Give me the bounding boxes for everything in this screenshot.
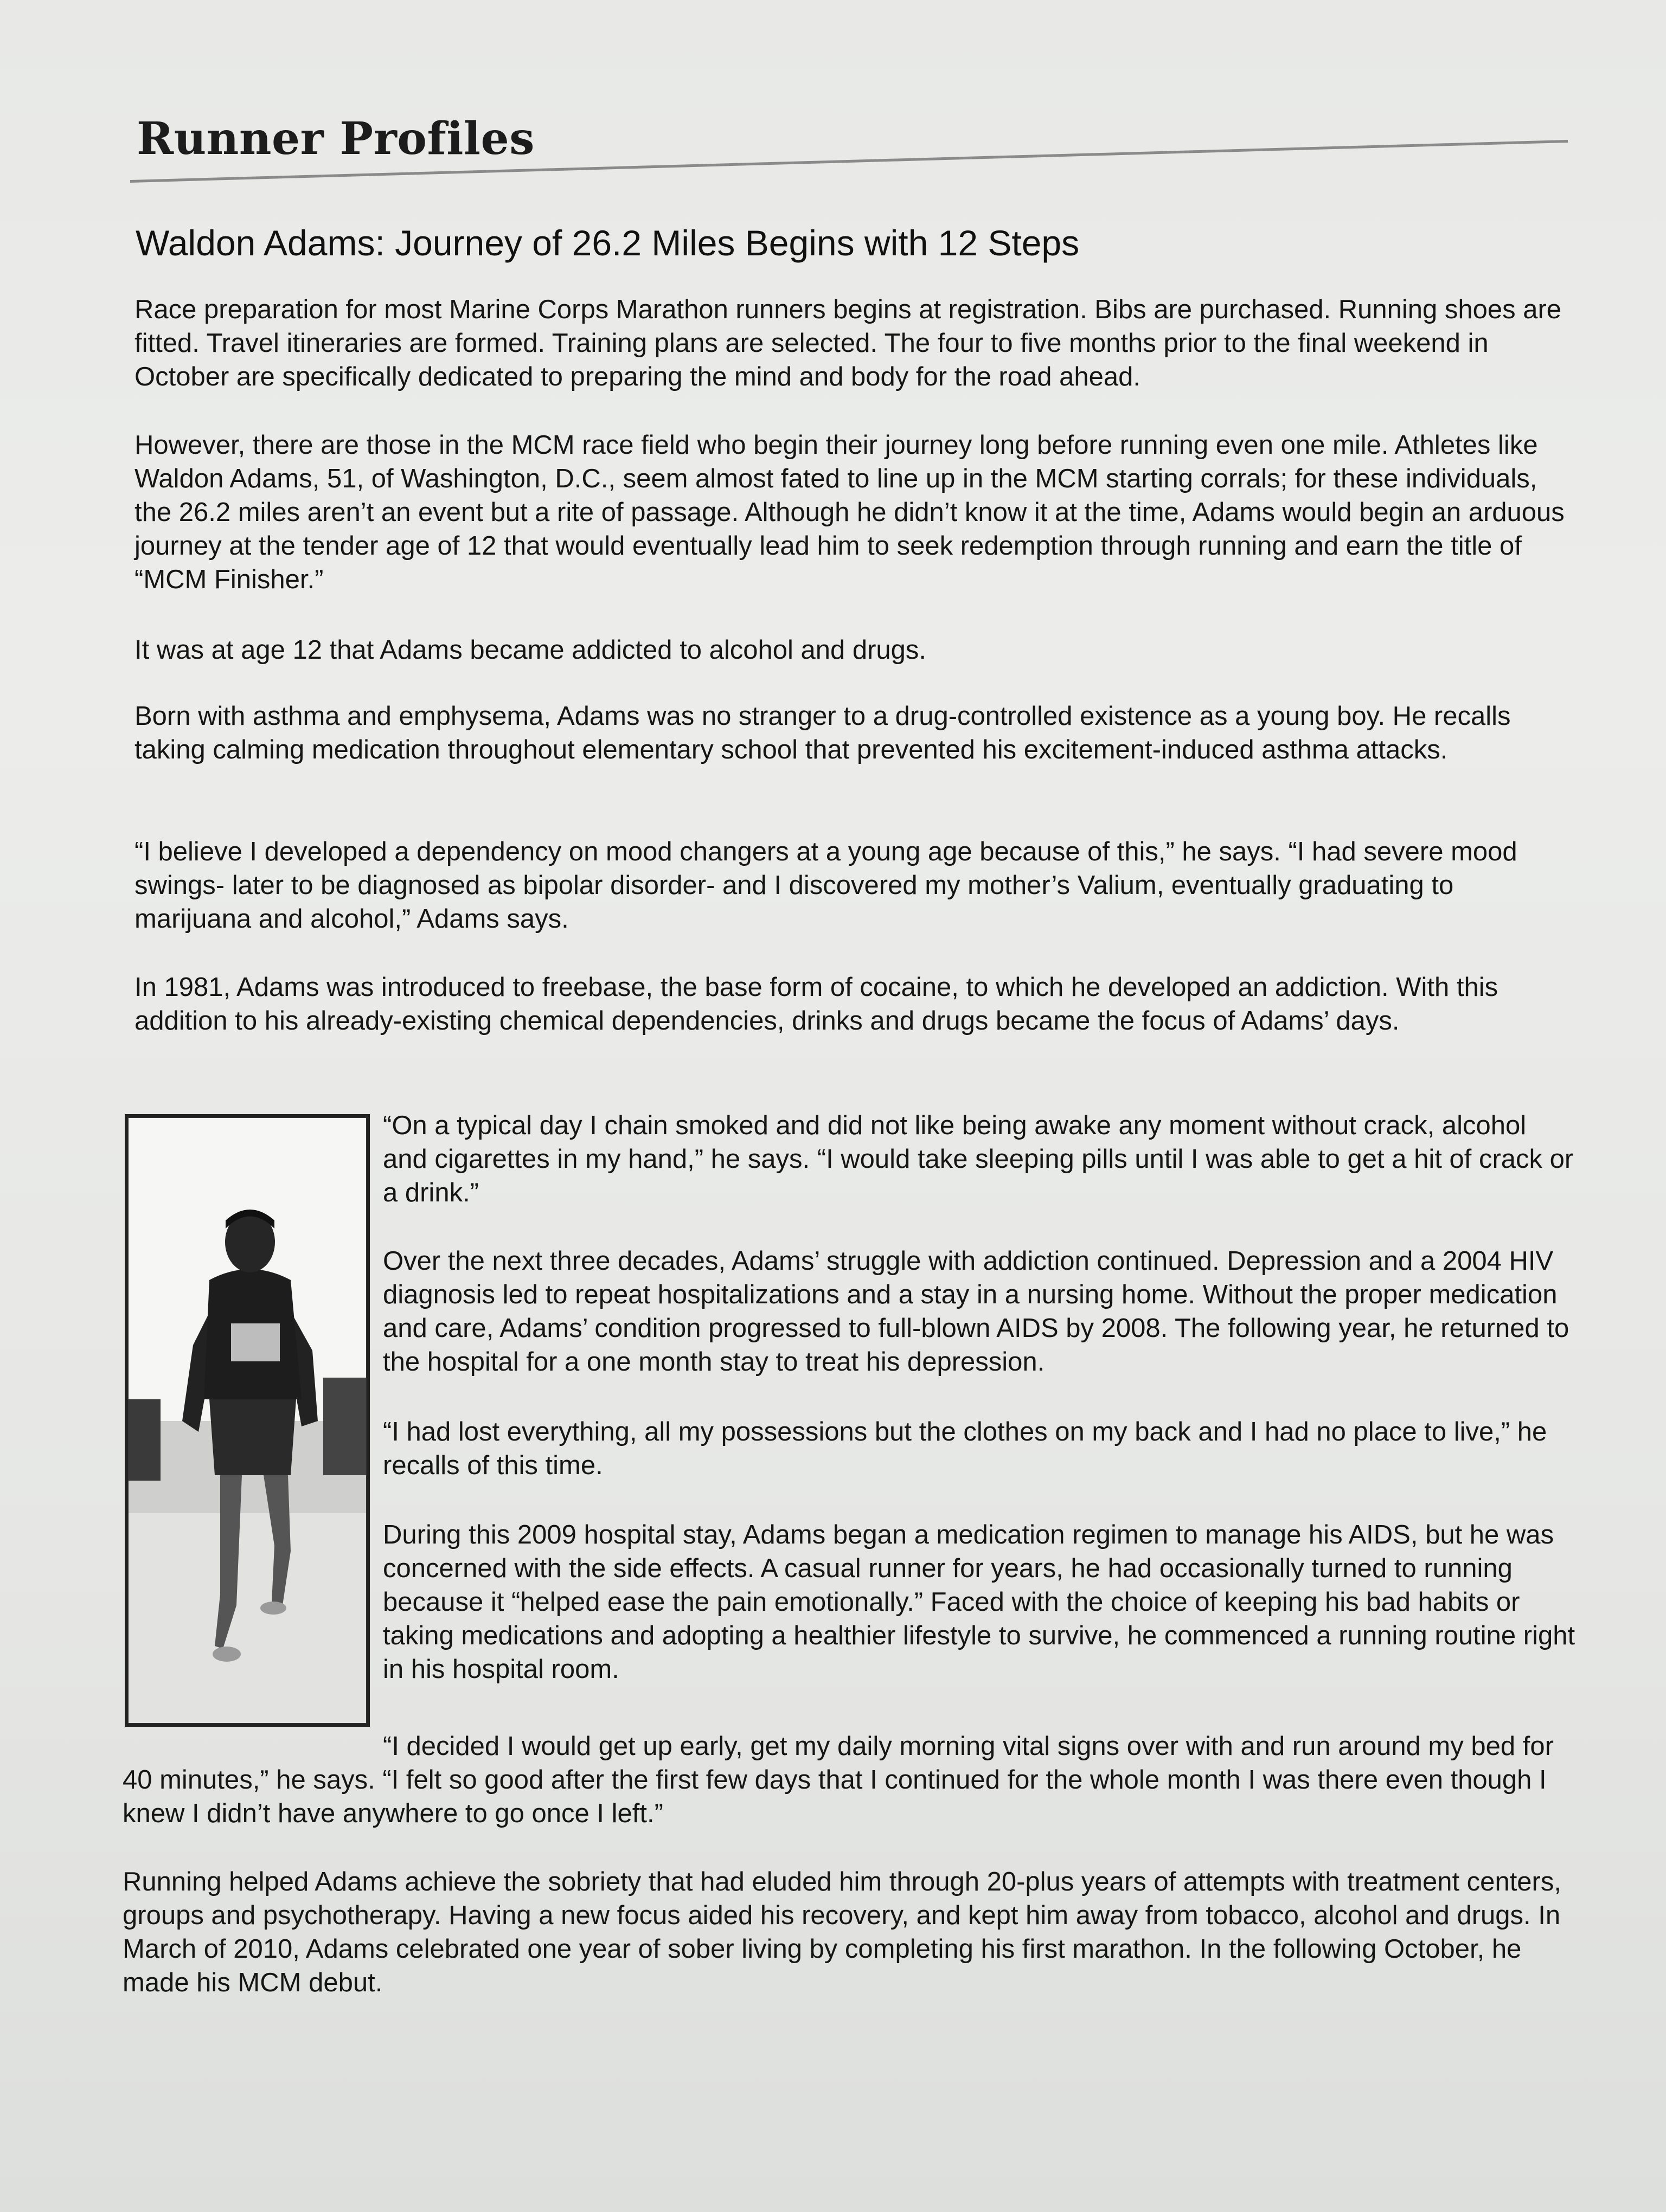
runner-photo — [125, 1114, 370, 1727]
paragraph-10: During this 2009 hospital stay, Adams began a medication regimen to manage his AIDS, but he was concerned with the side effects. A casual runner for years, he had occasionally turned to running because it “helped ease the pain emotionally.” Faced with the choice of keeping his bad habits or taking medications and adopting a healthier lifestyle to survive, he commenced a running routine right in his hospital room. — [383, 1520, 1575, 1684]
paragraph-5: “I believe I developed a dependency on mood changers at a young age because of this,” he says. “I had severe mood swings- later to be diagnosed as bipolar disorder- and I discovered my mother’s Valium, eventually graduating to marijuana and alcohol,” Adams says. — [134, 837, 1517, 934]
paragraph-6: In 1981, Adams was introduced to freebase, the base form of cocaine, to which he developed an addiction. With this addition to his already-existing chemical dependencies, drinks and drugs became the focus of Adams’ days. — [134, 973, 1498, 1036]
paragraph-9: “I had lost everything, all my possessions but the clothes on my back and I had no place to live,” he recalls of this time. — [383, 1417, 1547, 1480]
paragraph-7: “On a typical day I chain smoked and did not like being awake any moment without crack, alcohol and cigarettes in my hand,” he says. “I would take sleeping pills until I was able to get a hit of crack or a drink.” — [383, 1111, 1574, 1207]
paragraph-11: “I decided I would get up early, get my daily morning vital signs over with and run around my bed for 40 minutes,” he says. “I felt so good after the first few days that I continued for the whole month I was there even though I knew I didn’t have anywhere to go once I left.” — [123, 1732, 1554, 1828]
article-title: Waldon Adams: Journey of 26.2 Miles Begins with 12 Steps — [136, 223, 1080, 263]
paragraph-2: However, there are those in the MCM race field who begin their journey long before running even one mile. Athletes like Waldon Adams, 51, of Washington, D.C., seem almost fated to line up in the MCM starting corrals; for these individuals, the 26.2 miles aren’t an event but a rite of passage. Although he didn’t know it at the time, Adams would begin an arduous journey at the tender age of 12 that would eventually lead him to seek redemption through running and earn the title of “MCM Finisher.” — [134, 430, 1565, 594]
paragraph-1: Race preparation for most Marine Corps Marathon runners begins at registration. Bibs are purchased. Running shoes are fitted. Travel itineraries are formed. Training plans are selected. The four to five months prior to the final weekend in October are specifically dedicated to preparing the mind and body for the road ahead. — [134, 295, 1562, 391]
paragraph-12: Running helped Adams achieve the sobriety that had eluded him through 20-plus years of attempts with treatment centers, groups and psychotherapy. Having a new focus aided his recovery, and kept him away from tobacco, alcohol and drugs. In March of 2010, Adams celebrated one year of sober living by completing his first marathon. In the following October, he made his MCM debut. — [123, 1867, 1561, 1997]
section-title: Runner Profiles — [137, 113, 535, 165]
paragraph-4: Born with asthma and emphysema, Adams was no stranger to a drug-controlled existence as a young boy. He recalls taking calming medication throughout elementary school that prevented his excitement-induced asthma attacks. — [134, 702, 1511, 764]
paragraph-8: Over the next three decades, Adams’ struggle with addiction continued. Depression and a 2004 HIV diagnosis led to repeat hospitalizations and a stay in a nursing home. Without the proper medication and care, Adams’ condition progressed to full-blown AIDS by 2008. The following year, he returned to the hospital for a one month stay to treat his depression. — [383, 1246, 1569, 1377]
paragraph-3: It was at age 12 that Adams became addicted to alcohol and drugs. — [134, 635, 927, 665]
